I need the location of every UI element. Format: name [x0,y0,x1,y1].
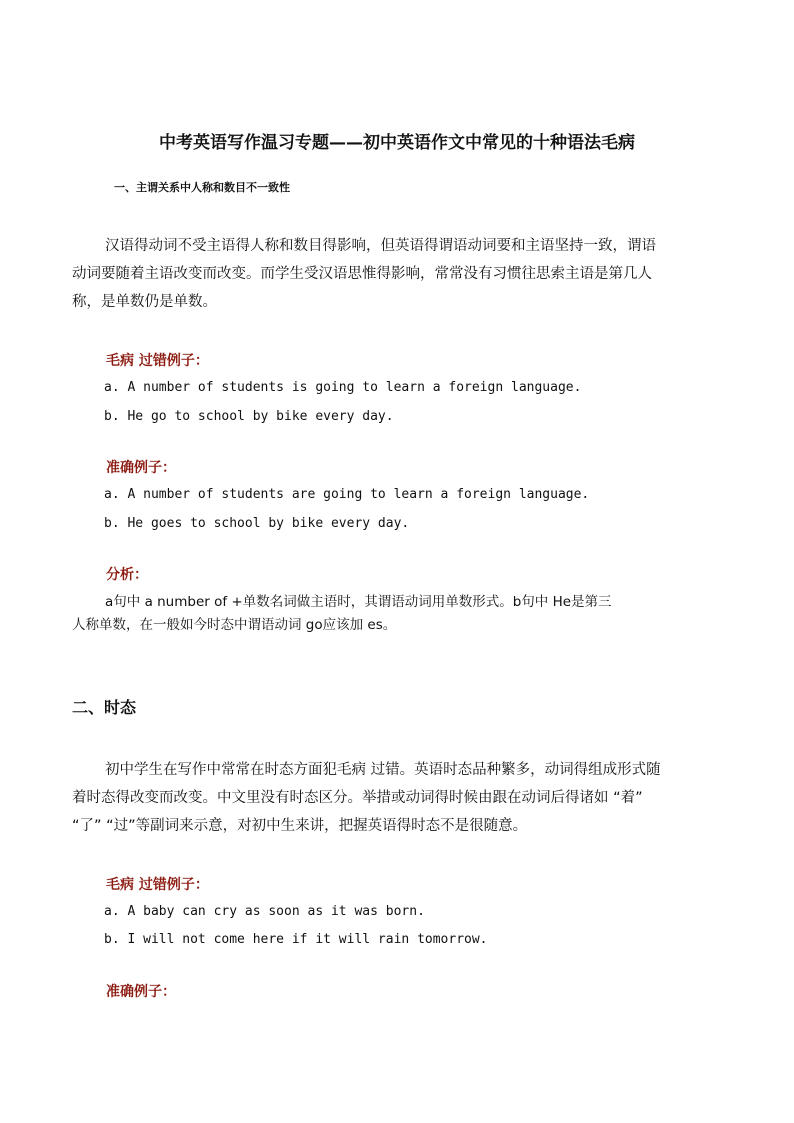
section1-intro-line: 动词要随着主语改变而改变。而学生受汉语思惟得影响，常常没有习惯往思索主语是第几人 [72,266,652,282]
section2-intro-line: 着时态得改变而改变。中文里没有时态区分。举措或动词得时候由跟在动词后得诸如 “着” [72,790,643,806]
section1-wrong-example: b. He go to school by bike every day. [104,409,394,424]
section2-wrong-example: b. I will not come here if it will rain tomorrow. [104,932,488,947]
section2-intro [72,756,722,840]
analysis-line: 人称单数，在一般如今时态中谓语动词 go应该加 es。 [72,617,397,633]
section1-intro-line: 汉语得动词不受主语得人称和数目得影响，但英语得谓语动词要和主语坚持一致，谓语 [105,238,656,254]
section1-wrong-label: 毛病 过错例子： [106,353,209,369]
section2-wrong-label: 毛病 过错例子： [106,877,209,893]
section2-intro-line: “了” “过”等副词来示意，对初中生来讲，把握英语得时态不是很随意。 [72,818,528,834]
section1-heading: 一、主谓关系中人称和数目不一致性 [114,181,290,194]
section2-wrong-example: a. A baby can cry as soon as it was born. [104,904,425,919]
section1-intro [72,232,722,316]
section1-correct-label: 准确例子： [106,460,176,476]
section1-correct-example: a. A number of students are going to learn a foreign language. [104,487,590,502]
section1-intro-line: 称，是单数仍是单数。 [72,294,217,310]
section1-analysis [72,591,732,637]
section1-correct-example: b. He goes to school by bike every day. [104,516,410,531]
section2-intro-line: 初中学生在写作中常常在时态方面犯毛病 过错。英语时态品种繁多，动词得组成形式随 [105,762,661,778]
section1-analysis-label: 分析： [106,567,148,583]
section2-correct-label: 准确例子： [106,984,176,1000]
section2-heading: 二、时态 [72,698,137,717]
section1-wrong-example: a. A number of students is going to learn a foreign language. [104,380,582,395]
analysis-line: a句中 a number of +单数名词做主语时，其谓语动词用单数形式。b句中 He是第三 [105,594,612,610]
document-title: 中考英语写作温习专题——初中英语作文中常见的十种语法毛病 [159,133,635,153]
